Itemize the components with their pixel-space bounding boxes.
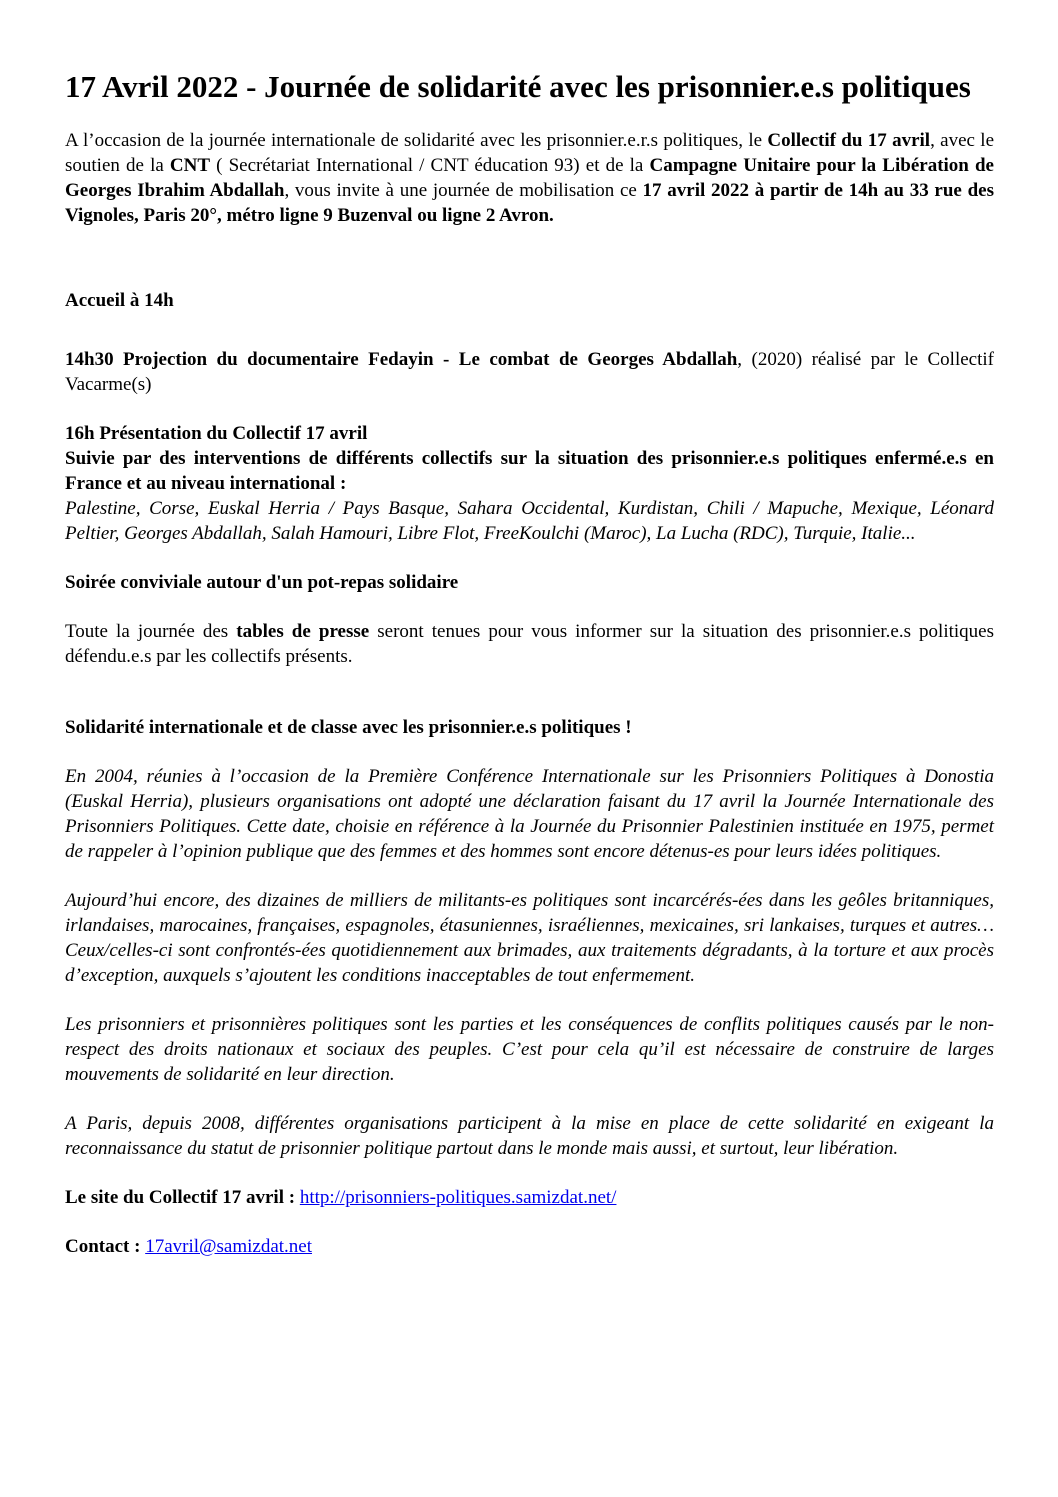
tables-text-1: Toute la journée des [65,621,237,642]
intro-text-2: , avec le soutien de la [65,130,994,176]
solidarity-heading [65,715,994,740]
tables-paragraph [65,619,994,669]
solidarity-heading-text: Solidarité internationale et de classe avec les prisonnier.e.s politiques ! [65,717,632,738]
contact-label: Contact : [65,1236,141,1257]
projection-paragraph [65,347,994,397]
soiree-text: Soirée conviviale autour d'un pot-repas solidaire [65,572,459,593]
intro-text-3: ( Secrétariat International / CNT éducation 93) et de la [210,155,650,176]
accueil-line [65,288,994,313]
presentation-text: 16h Présentation du Collectif 17 avril [65,423,368,444]
intro-text-4: , vous invite à une journée de mobilisation ce [284,180,643,201]
site-link[interactable]: http://prisonniers-politiques.samizdat.net/ [299,1187,617,1208]
tables-bold: tables de presse [236,621,370,642]
intro-campagne: Campagne Unitaire pour la Libération de Georges Ibrahim Abdallah [65,155,994,201]
solidarity-paragraph-3: Les prisonniers et prisonnières politiques sont les parties et les conséquences de conflits politiques causés par le non-respect des droits nationaux et sociaux des peuples. C’est pour cela qu’il est nécessaire de construire de larges mouvements de solidarité en leur direction. [65,1014,994,1085]
soiree-line [65,570,994,595]
projection-details: , (2020) réalisé par le Collectif Vacarme(s) [65,349,994,395]
presentation-line [65,421,994,446]
solidarity-paragraph-1: En 2004, réunies à l’occasion de la Première Conférence Internationale sur les Prisonniers Politiques à Donostia (Euskal Herria), plusieurs organisations ont adopté une déclaration faisant du 17 avril la Journée Internationale des Prisonniers Politiques. Cette date, choisie en référence à la Journée du Prisonnier Palestinien instituée en 1975, permet de rappeler à l’opinion publique que des femmes et des hommes sont encore détenus-es pour leurs idées politiques. [65,766,994,862]
interventions-paragraph [65,446,994,496]
intro-collectif: Collectif du 17 avril [767,130,931,151]
projection-title: 14h30 Projection du documentaire Fedayin - Le combat de Georges Abdallah [65,349,738,370]
contact-line [65,1234,994,1259]
accueil-text: Accueil à 14h [65,290,174,311]
solidarity-paragraph-4: A Paris, depuis 2008, différentes organisations participent à la mise en place de cette solidarité en exigeant la reconnaissance du statut de prisonnier politique partout dans le monde mais aussi, et surtout, leur libération. [65,1113,994,1159]
solidarity-paragraph-2: Aujourd’hui encore, des dizaines de milliers de militants-es politiques sont incarcérés-ées dans les geôles britanniques, irlandaises, marocaines, françaises, espagnoles, étasuniennes, israéliennes, mexicaines, sri lankaises, turques et autres… Ceux/celles-ci sont confrontés-ées quotidiennement aux brimades, aux traitements dégradants, à la torture et aux procès d’exception, auxquels s’ajoutent les conditions inacceptables de tout enfermement. [65,890,994,986]
intro-text-1: A l’occasion de la journée internationale de solidarité avec les prisonnier.e.r.s politiques, le [65,130,768,151]
contact-email-link[interactable]: 17avril@samizdat.net [145,1236,313,1257]
site-line [65,1185,994,1210]
site-label: Le site du Collectif 17 avril : [65,1187,296,1208]
page-title: 17 Avril 2022 - Journée de solidarité avec les prisonnier.e.s politiques [65,69,971,104]
interventions-text: Suivie par des interventions de différents collectifs sur la situation des prisonnier.e.s politiques enfermé.e.s en France et au niveau international : [65,448,994,494]
document-page [65,68,994,1259]
tables-text-2: seront tenues pour vous informer sur la situation des prisonnier.e.s politiques défendu.e.s par les collectifs présents. [65,621,994,667]
intro-date-location: 17 avril 2022 à partir de 14h au 33 rue des Vignoles, Paris 20°, métro ligne 9 Buzenval ou ligne 2 Avron. [65,180,994,226]
countries-list: Palestine, Corse, Euskal Herria / Pays Basque, Sahara Occidental, Kurdistan, Chili / Mapuche, Mexique, Léonard Peltier, Georges Abdallah, Salah Hamouri, Libre Flot, FreeKoulchi (Maroc), La Lucha (RDC), Turquie, Italie... [65,498,994,544]
intro-paragraph [65,128,994,228]
intro-cnt: CNT [169,155,211,176]
